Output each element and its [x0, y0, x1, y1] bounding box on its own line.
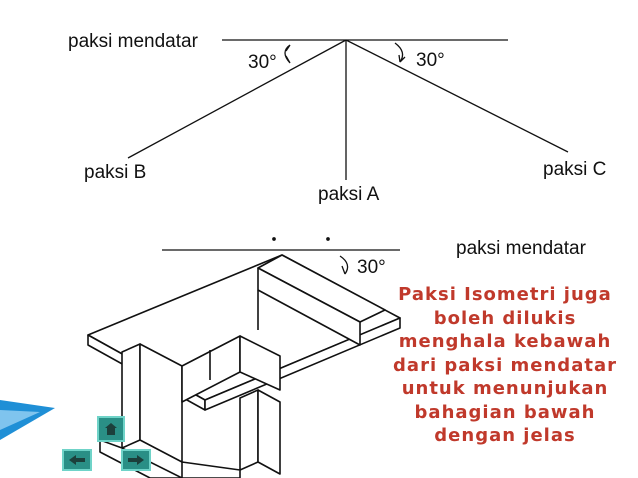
bottom-plate-right — [182, 462, 240, 478]
bottom-angle-arc — [340, 256, 348, 274]
bottom-angle-label: 30° — [357, 257, 386, 278]
angle-arc-right — [395, 43, 405, 62]
axis-b-label: paksi B — [84, 162, 147, 183]
prev-button[interactable] — [62, 449, 92, 471]
home-button[interactable] — [97, 416, 125, 442]
tick-dot — [273, 238, 275, 240]
tick-dot — [327, 238, 329, 240]
right-leg-face — [240, 390, 258, 470]
explanation-note: Paksi Isometri juga boleh dilukis menghala kebawah dari paksi mendatar untuk menunjukan bahagian bawah dengan jelas — [393, 284, 617, 446]
right-leg-side — [258, 390, 280, 474]
prev-arrow-icon — [67, 454, 87, 466]
horizontal-axis-label: paksi mendatar — [68, 31, 198, 52]
axis-c-label: paksi C — [543, 159, 607, 180]
angle-label-right: 30° — [416, 50, 445, 71]
axis-c-line — [346, 40, 568, 152]
axis-b-line — [128, 40, 346, 158]
angle-label-left: 30° — [248, 52, 277, 73]
isometric-object — [88, 255, 400, 478]
top-axes-diagram — [128, 40, 568, 180]
angle-arc-left — [285, 45, 290, 63]
next-arrow-icon — [126, 454, 146, 466]
home-icon — [103, 421, 119, 437]
axis-a-label: paksi A — [318, 184, 380, 205]
next-button[interactable] — [121, 449, 151, 471]
bottom-horizontal-axis-label: paksi mendatar — [456, 238, 586, 259]
